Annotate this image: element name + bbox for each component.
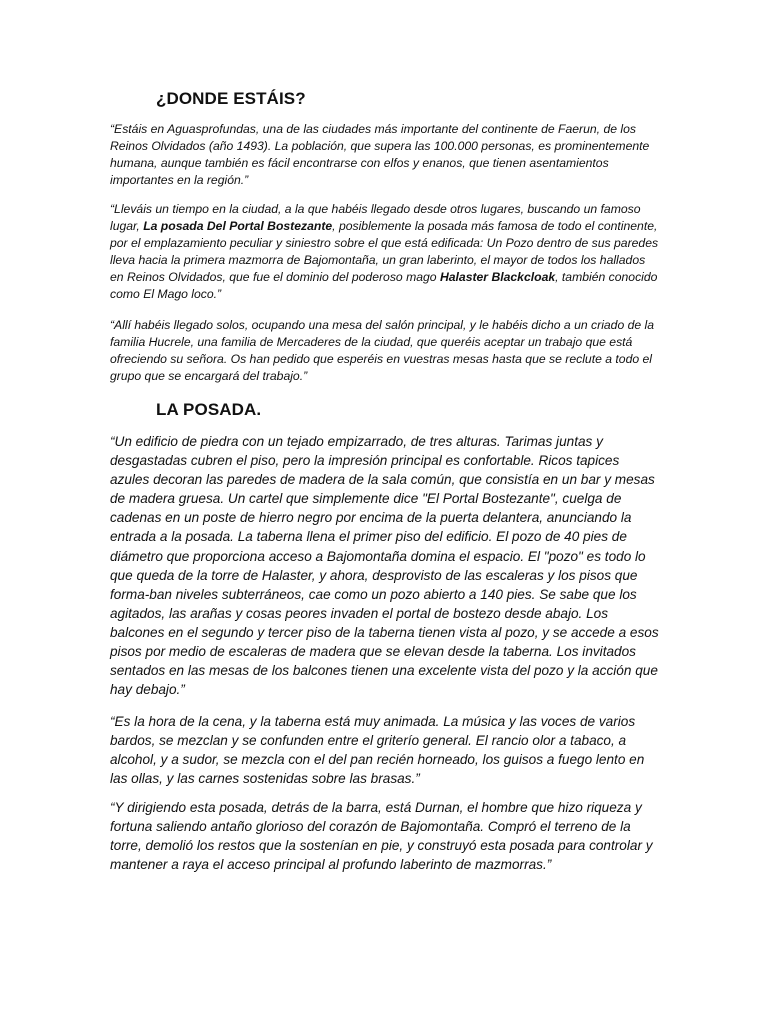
paragraph-inn-intro-text-1: “Lleváis un tiempo en la ciudad, a la que habéis llegado desde otros lugares, buscando un famoso lugar, (110, 202, 641, 234)
inn-name-bold: La posada Del Portal Bostezante (143, 219, 333, 234)
wizard-name-bold: Halaster Blackcloak (439, 270, 556, 285)
paragraph-durnan: “Y dirigiendo esta posada, detrás de la barra, está Durnan, el hombre que hizo riqueza y fortuna saliendo antaño glorioso del corazón de Bajomontaña. Compró el terreno de la torre, demolió los restos que la sostenían en pie, y construyó esta posada para controlar y mantener a raya el acceso principal al profundo laberinto de mazmorras.” (110, 800, 653, 873)
paragraph-inn-intro-text-3: , también conocido como El Mago loco.” (110, 270, 658, 302)
paragraph-inn-intro (110, 201, 662, 304)
section-title-donde-estais: ¿DONDE ESTÁIS? (156, 89, 306, 108)
paragraph-inn-intro-text-2: , posiblemente la posada más famosa de todo el continente, por el emplazamiento peculiar y siniestro sobre el que está edificada: Un Pozo dentro de sus paredes lleva hacia la primera mazmorra de Bajomontaña, un gran laberinto, el mayor de todos los hallados en Reinos Olvidados, que fue el dominio del poderoso mago (110, 219, 659, 285)
section-title-la-posada: LA POSADA. (156, 400, 262, 419)
paragraph-building: “Un edificio de piedra con un tejado empizarrado, de tres alturas. Tarimas juntas y desgastadas cubren el piso, pero la impresión principal es confortable. Ricos tapices azules decoran las paredes de madera de la sala común, que consistía en un bar y mesas de madera gruesa. Un cartel que simplemente dice "El Portal Bostezante", cuelga de cadenas en un poste de hierro negro por encima de la puerta delantera, anunciando la entrada a la posada. La taberna llena el primer piso del edificio. El pozo de 40 pies de diámetro que proporciona acceso a Bajomontaña domina el espacio. El "pozo" es todo lo que queda de la torre de Halaster, y ahora, desprovisto de las escaleras y los pisos que forma-ban niveles subterráneos, cae como un pozo abierto a 140 pies. Se sabe que los agitados, las arañas y cosas peores invaden el portal de bostezo desde abajo. Los balcones en el segundo y tercer piso de la taberna tienen vista al pozo, y se accede a esos pisos por medio de escaleras de madera que se elevan desde la taberna. Los invitados sentados en las mesas de los balcones tienen una excelente vista del pozo y la acción que hay debajo.” (110, 434, 659, 698)
paragraph-dinner: “Es la hora de la cena, y la taberna está muy animada. La música y las voces de varios bardos, se mezclan y se confunden entre el griterío general. El rancio olor a tabaco, a alcohol, y a sudor, se mezcla con el del pan recién horneado, los guisos a fuego lento en las ollas, y las carnes sostenidas sobre las brasas.” (110, 714, 645, 787)
paragraph-location: “Estáis en Aguasprofundas, una de las ciudades más importante del continente de Faerun, de los Reinos Olvidados (año 1493). La población, que supera las 100.000 personas, es prominentemente humana, aunque también es fácil encontrarse con elfos y enanos, que tienen asentamientos importantes en la región.” (110, 122, 650, 188)
paragraph-arrival: “Allí habéis llegado solos, ocupando una mesa del salón principal, y le habéis dicho a un criado de la familia Hucrele, una familia de Mercaderes de la ciudad, que queréis aceptar un trabajo que está ofreciendo su señora. Os han pedido que esperéis en vuestras mesas hasta que se reclute a todo el grupo que se encargará del trabajo.” (110, 318, 655, 384)
